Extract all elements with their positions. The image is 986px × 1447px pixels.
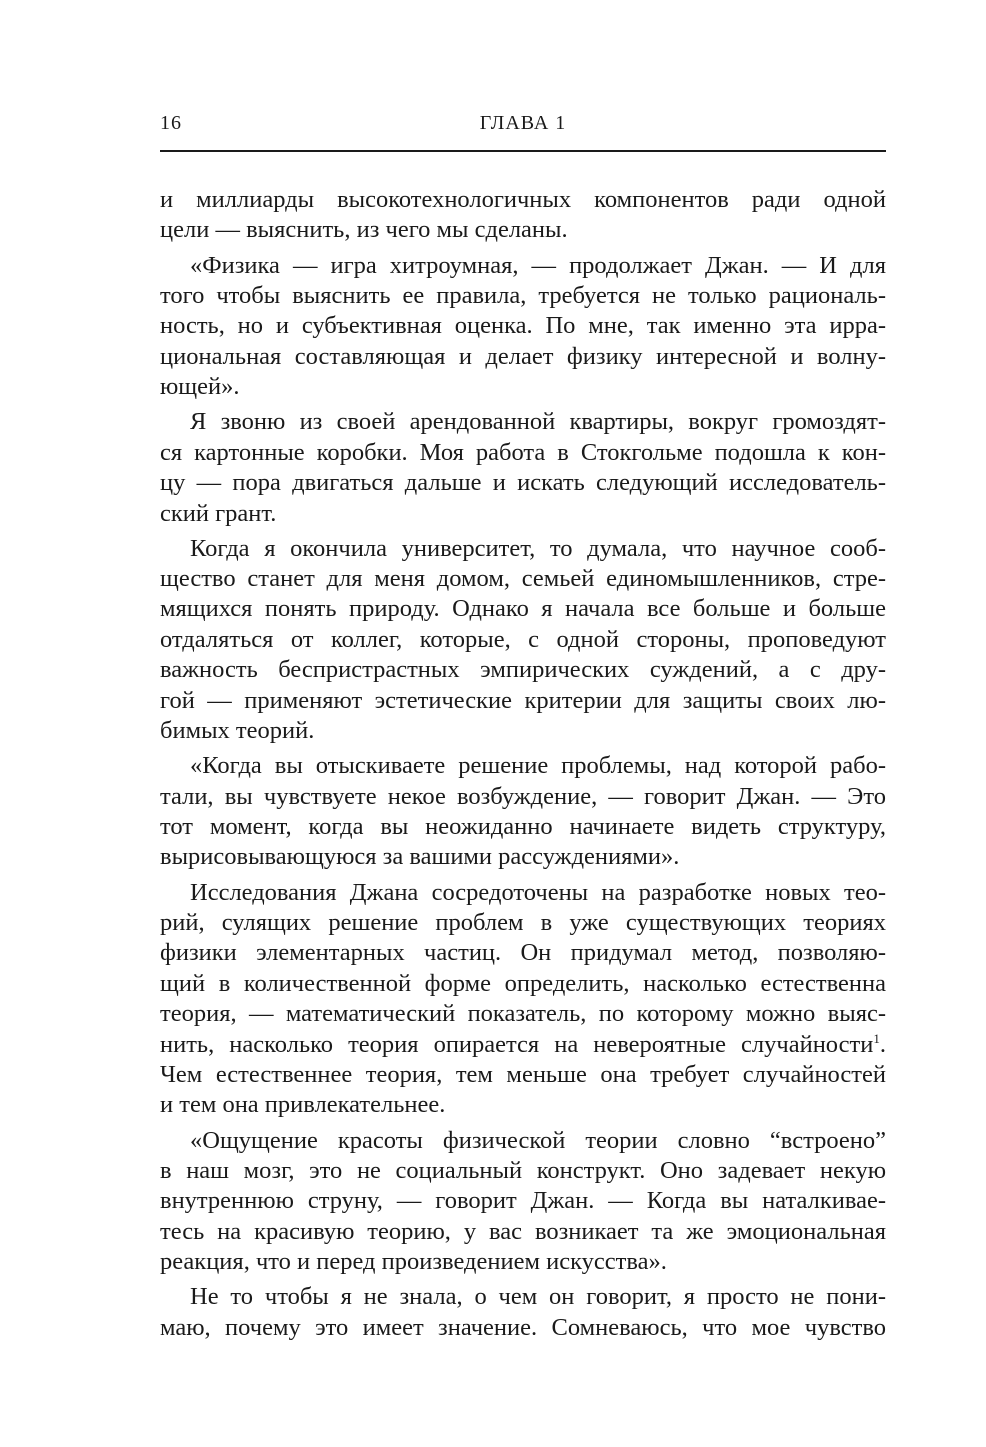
text-line: маю, почему это имеет значение. Сомневаюсь, что мое чувство xyxy=(160,1313,886,1341)
text-line: бимых теорий. xyxy=(160,717,315,745)
text-line: внутреннюю струну, — говорит Джан. — Когда вы наталкивае- xyxy=(160,1187,886,1215)
paragraph-4 xyxy=(160,534,886,747)
text-line: щество станет для меня домом, семьей единомышленников, стре- xyxy=(160,565,886,593)
text-line: ющей». xyxy=(160,373,240,401)
text-line: реакция, что и перед произведением искусства». xyxy=(160,1248,667,1276)
text-line: «Физика — игра хитроумная, — продолжает Джан. — И для xyxy=(190,251,886,279)
footnote-trailing-punctuation: . xyxy=(879,1030,886,1058)
text-line: теория, — математический показатель, по которому можно выяс- xyxy=(160,1000,886,1028)
text-line: вырисовывающуюся за вашими рассуждениями». xyxy=(160,843,680,871)
text-line: тесь на красивую теорию, у вас возникает та же эмоциональная xyxy=(160,1217,886,1245)
chapter-title: ГЛАВА 1 xyxy=(479,112,567,134)
paragraph-3 xyxy=(160,407,886,529)
text-line: нить, насколько теория опирается на невероятные случайности xyxy=(160,1030,874,1058)
text-line: рий, сулящих решение проблем в уже существующих теориях xyxy=(160,908,886,936)
paragraph-7 xyxy=(160,1126,886,1278)
header-rule xyxy=(160,150,886,152)
text-line: Не то чтобы я не знала, о чем он говорит, я просто не пони- xyxy=(190,1283,886,1311)
text-line: цели — выяснить, из чего мы сделаны. xyxy=(160,216,568,244)
text-line: тали, вы чувствуете некое возбуждение, — говорит Джан. — Это xyxy=(160,782,886,810)
running-head xyxy=(160,112,886,142)
text-line: того чтобы выяснить ее правила, требуется не только рациональ- xyxy=(160,281,886,309)
text-line-with-footnote xyxy=(160,1030,886,1060)
page-number: 16 xyxy=(160,112,182,134)
paragraph-6 xyxy=(160,878,886,1121)
text-line: Я звоню из своей арендованной квартиры, вокруг громоздят- xyxy=(190,408,886,436)
text-line: важность беспристрастных эмпирических суждений, а с дру- xyxy=(160,656,886,684)
text-line: «Ощущение красоты физической теории словно “встроено” xyxy=(190,1126,886,1154)
paragraph-8 xyxy=(160,1282,886,1343)
text-line: физики элементарных частиц. Он придумал метод, позволяю- xyxy=(160,939,886,967)
paragraph-1 xyxy=(160,185,886,246)
text-line: щий в количественной форме определить, насколько естественна xyxy=(160,969,886,997)
text-line: мящихся понять природу. Однако я начала все больше и больше xyxy=(160,595,886,623)
paragraph-2 xyxy=(160,251,886,403)
text-line: тот момент, когда вы неожиданно начинаете видеть структуру, xyxy=(160,813,886,840)
text-line: ся картонные коробки. Моя работа в Стокгольме подошла к кон- xyxy=(160,438,886,466)
text-line: гой — применяют эстетические критерии для защиты своих лю- xyxy=(160,686,886,714)
text-line: Когда я окончила университет, то думала, что научное сооб- xyxy=(190,534,886,562)
text-line: ский грант. xyxy=(160,499,277,527)
text-line: циональная составляющая и делает физику интересной и волну- xyxy=(160,342,886,370)
text-line: и миллиарды высокотехнологичных компонентов ради одной xyxy=(160,186,886,213)
text-line: ность, но и субъективная оценка. По мне, так именно эта ирра- xyxy=(160,312,886,340)
text-line: Исследования Джана сосредоточены на разработке новых тео- xyxy=(190,878,886,906)
footnote-reference: 1 xyxy=(873,1030,880,1046)
text-line: отдаляться от коллег, которые, с одной стороны, проповедуют xyxy=(160,625,886,653)
text-line: в наш мозг, это не социальный конструкт. Оно задевает некую xyxy=(160,1156,886,1184)
text-line: цу — пора двигаться дальше и искать следующий исследователь- xyxy=(160,469,886,497)
paragraph-5 xyxy=(160,751,886,873)
text-line: «Когда вы отыскиваете решение проблемы, над которой рабо- xyxy=(190,752,886,780)
text-line: Чем естественнее теория, тем меньше она требует случайностей xyxy=(160,1060,886,1088)
body-text xyxy=(160,185,886,1348)
text-line: и тем она привлекательнее. xyxy=(160,1091,446,1119)
